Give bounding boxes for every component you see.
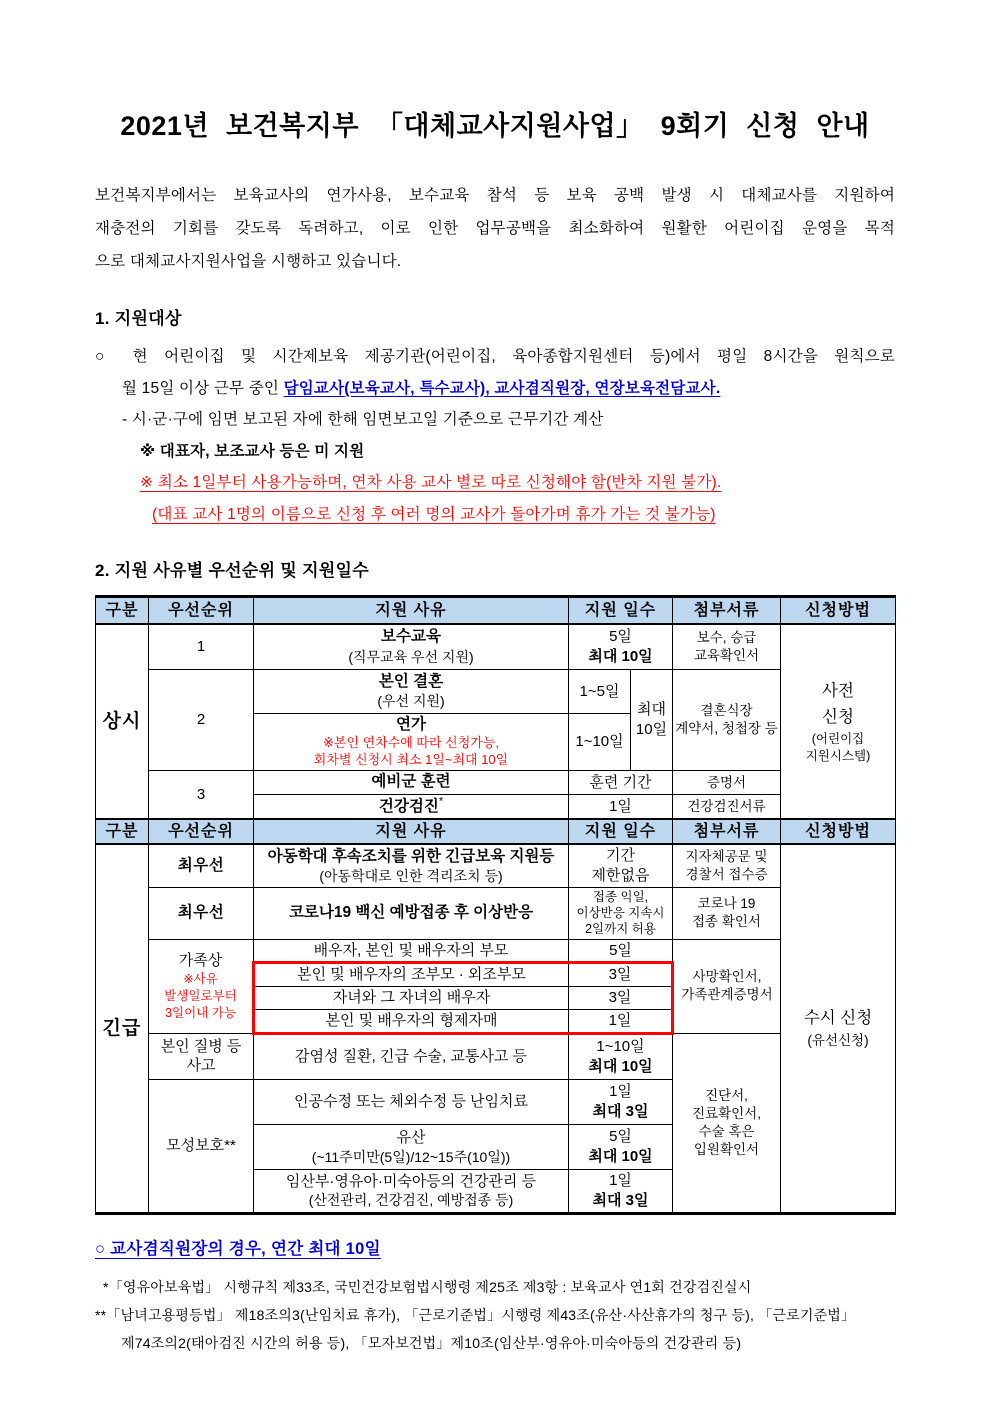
support-target-text: 현 어린이집 및 시간제보육 제공기관(어린이집, 육아종합지원센터 등)에서 평일 8시간을 원칙으로: [132, 348, 896, 365]
bullet-marker: ○: [95, 348, 117, 365]
days-miscarriage: 5일 최대 10일: [569, 1124, 673, 1169]
table-row: [96, 887, 896, 939]
days-abuse: 기간 제한없음: [569, 844, 673, 887]
header-gubun: 구분: [96, 819, 149, 844]
priority-1: 1: [149, 624, 254, 670]
reason-miscarriage: 유산 (~11주미만(5일)/12~15주(10일)): [254, 1124, 569, 1169]
days-family-children: 3일: [569, 987, 673, 1010]
red-note-1: ※ 최소 1일부터 사용가능하며, 연차 사용 교사 별로 따로 신청해야 함(반차 지원 불가).: [140, 474, 722, 491]
reason-covid: 코로나19 백신 예방접종 후 이상반응: [254, 887, 569, 939]
reason-family-children: 자녀와 그 자녀의 배우자: [254, 987, 569, 1010]
header-docs: 첨부서류: [673, 597, 781, 624]
line2-prefix: 월 15일 이상 근무 중인: [122, 379, 284, 397]
page-title: 2021년 보건복지부 「대체교사지원사업」 9회기 신청 안내: [120, 111, 870, 141]
header-days: 지원 일수: [569, 597, 673, 624]
asterisk-marker: *: [438, 795, 444, 808]
reason-marriage: 본인 결혼 (우선 지원): [254, 670, 569, 714]
table-header-row: [96, 597, 896, 624]
header-gubun: 구분: [96, 597, 149, 624]
days-illness: 1~10일 최대 10일: [569, 1033, 673, 1079]
footnotes: [95, 1273, 895, 1357]
days-yebigun: 훈련 기간: [569, 771, 673, 794]
support-target-line3: - 시·군·구에 임면 보고된 자에 한해 임면보고일 기준으로 근무기간 계산: [122, 411, 604, 428]
footnote-1: *「영유아보육법」 시행규칙 제33조, 국민건강보험법시행령 제25조 제3항 : 보육교사 연1회 건강검진실시: [103, 1278, 752, 1295]
doc-yebigun: 증명서: [673, 771, 781, 794]
doc-maternity: 진단서, 진료확인서, 수술 혹은 입원확인서: [673, 1033, 781, 1213]
days-shared-max: 최대 10일: [631, 670, 673, 771]
days-checkup: 1일: [569, 794, 673, 819]
group-urgent: 긴급: [96, 844, 149, 1213]
footnote-2-line2: 제74조의2(태아검진 시간의 허용 등), 「모자보건법」제10조(임산부·영유아·미숙아등의 건강관리 등): [121, 1334, 742, 1351]
doc-covid: 코로나 19 접종 확인서: [673, 887, 781, 939]
priority-table: [95, 595, 896, 1215]
support-target-line2: [95, 373, 895, 405]
table-row: [96, 844, 896, 887]
intro-line: 으로 대체교사지원사업을 시행하고 있습니다.: [95, 253, 402, 270]
days-prenatal: 1일 최대 3일: [569, 1169, 673, 1213]
header-priority: 우선순위: [149, 819, 254, 844]
priority-illness: 본인 질병 등 사고: [149, 1033, 254, 1079]
reason-yeonga: 연가 ※본인 연차수에 따라 신청가능, 회차별 신청시 최소 1일~최대 10일: [254, 714, 569, 771]
support-target-line1: [95, 341, 895, 373]
days-bosu: 5일 최대 10일: [569, 624, 673, 670]
days-family-siblings: 1일: [569, 1010, 673, 1034]
method-urgent: 수시 신청 (유선신청): [781, 844, 896, 1213]
red-note-2: (대표 교사 1명의 이름으로 신청 후 여러 명의 교사가 돌아가며 휴가 가는 것 불가능): [152, 505, 716, 523]
section1-heading: 1. 지원대상: [95, 309, 182, 328]
header-reason: 지원 사유: [254, 819, 569, 844]
director-note: ○ 교사겸직원장의 경우, 연간 최대 10일: [95, 1239, 381, 1258]
header-method: 신청방법: [781, 597, 896, 624]
doc-abuse: 지자체공문 및 경찰서 접수증: [673, 844, 781, 887]
table-header-row-2: [96, 819, 896, 844]
doc-bosu: 보수, 승급 교육확인서: [673, 624, 781, 670]
section2-heading: 2. 지원 사유별 우선순위 및 지원일수: [95, 561, 370, 580]
reason-abuse: 아동학대 후속조치를 위한 긴급보육 지원등 (아동학대로 인한 격리조치 등): [254, 844, 569, 887]
header-method: 신청방법: [781, 819, 896, 844]
reason-infertility: 인공수정 또는 체외수정 등 난임치료: [254, 1079, 569, 1124]
reason-family-siblings: 본인 및 배우자의 형제자매: [254, 1010, 569, 1034]
reason-family-parents: 배우자, 본인 및 배우자의 부모: [254, 939, 569, 963]
days-infertility: 1일 최대 3일: [569, 1079, 673, 1124]
days-covid: 접종 익일, 이상반응 지속시 2일까지 허용: [569, 887, 673, 939]
table-row: [96, 939, 896, 963]
days-marriage: 1~5일: [569, 670, 631, 714]
header-docs: 첨부서류: [673, 819, 781, 844]
table-row: [96, 670, 896, 714]
method-sangsi: 사전 신청 (어린이집 지원시스템): [781, 624, 896, 820]
priority-top1: 최우선: [149, 844, 254, 887]
table-row: [96, 624, 896, 670]
days-yeonga: 1~10일: [569, 714, 631, 771]
days-family-parents: 5일: [569, 939, 673, 963]
header-days: 지원 일수: [569, 819, 673, 844]
doc-family: 사망확인서, 가족관계증명서: [673, 939, 781, 1033]
priority-3: 3: [149, 771, 254, 819]
days-family-grandparents: 3일: [569, 963, 673, 987]
section1-body: [95, 341, 895, 530]
reason-illness: 감염성 질환, 긴급 수술, 교통사고 등: [254, 1033, 569, 1079]
group-sangsi: 상시: [96, 624, 149, 820]
priority-top2: 최우선: [149, 887, 254, 939]
table-row: [96, 1033, 896, 1079]
eligible-teachers-link[interactable]: 담임교사(보육교사, 특수교사), 교사겸직원장, 연장보육전담교사.: [283, 379, 721, 397]
header-reason: 지원 사유: [254, 597, 569, 624]
priority-2: 2: [149, 670, 254, 771]
excluded-note: ※ 대표자, 보조교사 등은 미 지원: [140, 442, 365, 460]
reason-yebigun: 예비군 훈련: [254, 771, 569, 794]
priority-maternity: 모성보호**: [149, 1079, 254, 1213]
doc-checkup: 건강검진서류: [673, 794, 781, 819]
doc-marriage: 결혼식장 계약서, 청첩장 등: [673, 670, 781, 771]
priority-family: 가족상 ※사유 발생일로부터 3일이내 가능: [149, 939, 254, 1033]
intro-line: 보건복지부에서는 보육교사의 연가사용, 보수교육 참석 등 보육 공백 발생 시 대체교사를 지원하여: [95, 187, 895, 204]
header-priority: 우선순위: [149, 597, 254, 624]
reason-checkup: 건강검진*: [254, 794, 569, 819]
reason-bosu: 보수교육 (직무교육 우선 지원): [254, 624, 569, 670]
intro-paragraph: [95, 179, 895, 278]
footnote-2-line1: **「남녀고용평등법」 제18조의3(난임치료 휴가), 「근로기준법」시행령 제43조(유산·사산휴가의 청구 등), 「근로기준법」: [95, 1306, 856, 1323]
priority-table-wrapper: [95, 595, 895, 1215]
reason-prenatal: 임산부·영유아·미숙아등의 건강관리 등 (산전관리, 건강검진, 예방접종 등): [254, 1169, 569, 1213]
table-row: [96, 771, 896, 794]
reason-family-grandparents: 본인 및 배우자의 조부모 · 외조부모: [254, 963, 569, 987]
intro-line: 재충전의 기회를 갖도록 독려하고, 이로 인한 업무공백을 최소화하여 원활한 어린이집 운영을 목적: [95, 220, 895, 237]
